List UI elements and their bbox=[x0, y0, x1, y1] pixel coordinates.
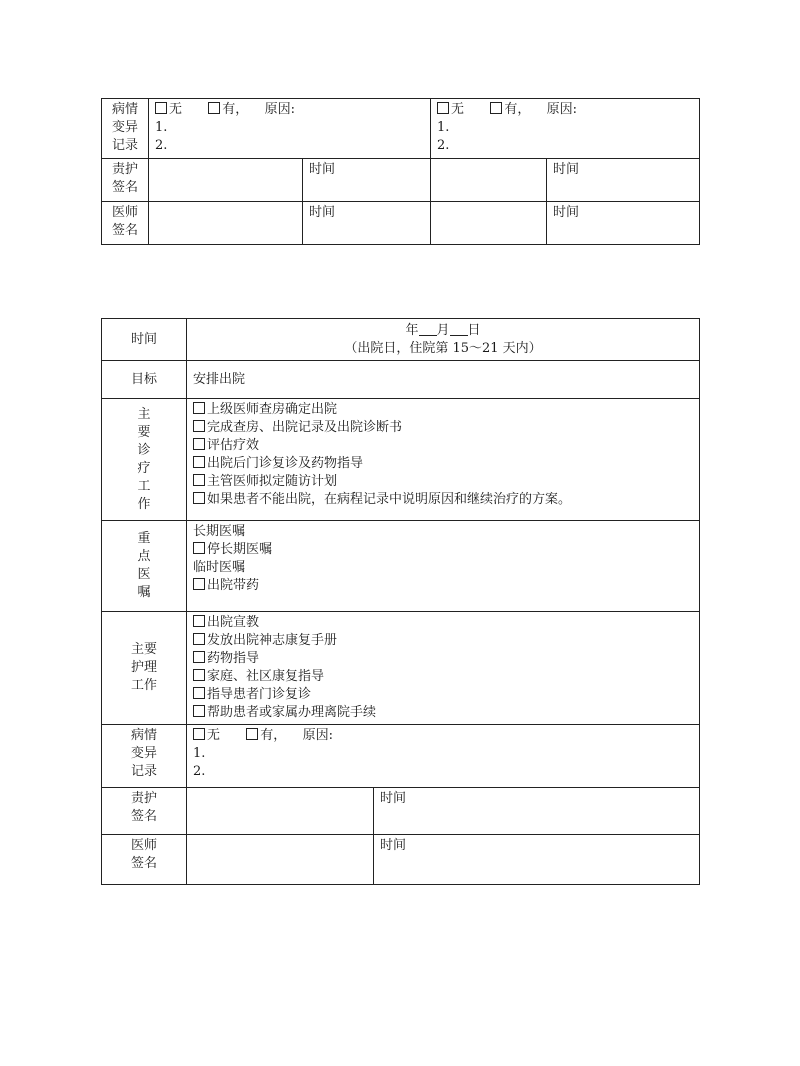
list-item: 出院后门诊复诊及药物指导 bbox=[193, 455, 693, 473]
task-checkbox[interactable] bbox=[193, 687, 205, 699]
task-checkbox[interactable] bbox=[193, 402, 205, 414]
task-checkbox[interactable] bbox=[193, 705, 205, 717]
doctor-signature-field[interactable] bbox=[187, 835, 374, 885]
list-item: 指导患者门诊复诊 bbox=[193, 686, 693, 704]
reason-item-2: 2. bbox=[155, 138, 168, 153]
time-subtitle: （出院日，住院第 15～21 天内） bbox=[344, 341, 542, 356]
nurse-time-field-2[interactable]: 时间 bbox=[547, 159, 700, 202]
list-item: 药物指导 bbox=[193, 650, 693, 668]
change-record-label: 病情 变异 记录 bbox=[102, 725, 187, 788]
task-checkbox[interactable] bbox=[193, 438, 205, 450]
month-blank[interactable] bbox=[419, 321, 437, 336]
none-checkbox[interactable] bbox=[437, 102, 449, 114]
doctor-sign-label: 医师 签名 bbox=[102, 202, 149, 245]
temporary-orders-heading: 临时医嘱 bbox=[193, 560, 246, 575]
none-checkbox[interactable] bbox=[155, 102, 167, 114]
task-checkbox[interactable] bbox=[193, 615, 205, 627]
orders-list bbox=[187, 521, 700, 612]
list-item: 上级医师查房确定出院 bbox=[193, 401, 693, 419]
reason-item-2: 2. bbox=[437, 138, 450, 153]
change-record-cell: 无 有， 原因: 1. 2. bbox=[187, 725, 700, 788]
change-record-cell-left: 无 有， 原因: 1. 2. bbox=[149, 99, 431, 159]
nurse-signature-field-2[interactable] bbox=[431, 159, 547, 202]
time-value: 年 月 日 （出院日，住院第 15～21 天内） bbox=[187, 319, 700, 361]
list-item: 出院宣教 bbox=[193, 614, 693, 632]
list-item: 主管医师拟定随访计划 bbox=[193, 473, 693, 491]
order-checkbox[interactable] bbox=[193, 542, 205, 554]
reason-item-1: 1. bbox=[437, 120, 450, 135]
doctor-time-field[interactable]: 时间 bbox=[303, 202, 431, 245]
nurse-time-field[interactable]: 时间 bbox=[374, 788, 700, 835]
nurse-signature-field[interactable] bbox=[149, 159, 303, 202]
goal-label: 目标 bbox=[102, 361, 187, 399]
list-item: 帮助患者或家属办理离院手续 bbox=[193, 704, 693, 722]
yes-checkbox[interactable] bbox=[490, 102, 502, 114]
change-record-cell-right: 无 有， 原因: 1. 2. bbox=[431, 99, 700, 159]
doctor-time-field[interactable]: 时间 bbox=[374, 835, 700, 885]
order-checkbox[interactable] bbox=[193, 578, 205, 590]
list-item: 家庭、社区康复指导 bbox=[193, 668, 693, 686]
list-item: 完成查房、出院记录及出院诊断书 bbox=[193, 419, 693, 437]
first-pathway-table bbox=[101, 98, 700, 245]
reason-item-1: 1. bbox=[155, 120, 168, 135]
list-item: 停长期医嘱 bbox=[193, 541, 693, 559]
nurse-signature-field[interactable] bbox=[187, 788, 374, 835]
main-work-list bbox=[187, 399, 700, 521]
day-blank[interactable] bbox=[450, 321, 468, 336]
list-item: 发放出院神志康复手册 bbox=[193, 632, 693, 650]
nursing-work-label: 主要 护理 工作 bbox=[102, 612, 187, 725]
nurse-sign-label: 责护 签名 bbox=[102, 788, 187, 835]
discharge-day-pathway-table bbox=[101, 318, 700, 885]
task-checkbox[interactable] bbox=[193, 420, 205, 432]
list-item: 出院带药 bbox=[193, 577, 693, 595]
task-checkbox[interactable] bbox=[193, 474, 205, 486]
yes-checkbox[interactable] bbox=[246, 728, 258, 740]
yes-checkbox[interactable] bbox=[208, 102, 220, 114]
reason-item-1: 1. bbox=[193, 746, 206, 761]
doctor-signature-field-2[interactable] bbox=[431, 202, 547, 245]
main-work-label: 主 要 诊 疗 工 作 bbox=[102, 399, 187, 521]
change-record-label: 病情 变异 记录 bbox=[102, 99, 149, 159]
doctor-sign-label: 医师 签名 bbox=[102, 835, 187, 885]
key-orders-label: 重 点 医 嘱 bbox=[102, 521, 187, 612]
doctor-signature-field[interactable] bbox=[149, 202, 303, 245]
list-item: 评估疗效 bbox=[193, 437, 693, 455]
goal-value: 安排出院 bbox=[187, 361, 700, 399]
nurse-time-field[interactable]: 时间 bbox=[303, 159, 431, 202]
nursing-work-list bbox=[187, 612, 700, 725]
doctor-time-field-2[interactable]: 时间 bbox=[547, 202, 700, 245]
task-checkbox[interactable] bbox=[193, 669, 205, 681]
none-checkbox[interactable] bbox=[193, 728, 205, 740]
nurse-sign-label: 责护 签名 bbox=[102, 159, 149, 202]
list-item: 如果患者不能出院，在病程记录中说明原因和继续治疗的方案。 bbox=[193, 491, 693, 509]
long-term-orders-heading: 长期医嘱 bbox=[193, 524, 246, 539]
task-checkbox[interactable] bbox=[193, 633, 205, 645]
time-label: 时间 bbox=[102, 319, 187, 361]
task-checkbox[interactable] bbox=[193, 456, 205, 468]
task-checkbox[interactable] bbox=[193, 492, 205, 504]
reason-item-2: 2. bbox=[193, 764, 206, 779]
task-checkbox[interactable] bbox=[193, 651, 205, 663]
